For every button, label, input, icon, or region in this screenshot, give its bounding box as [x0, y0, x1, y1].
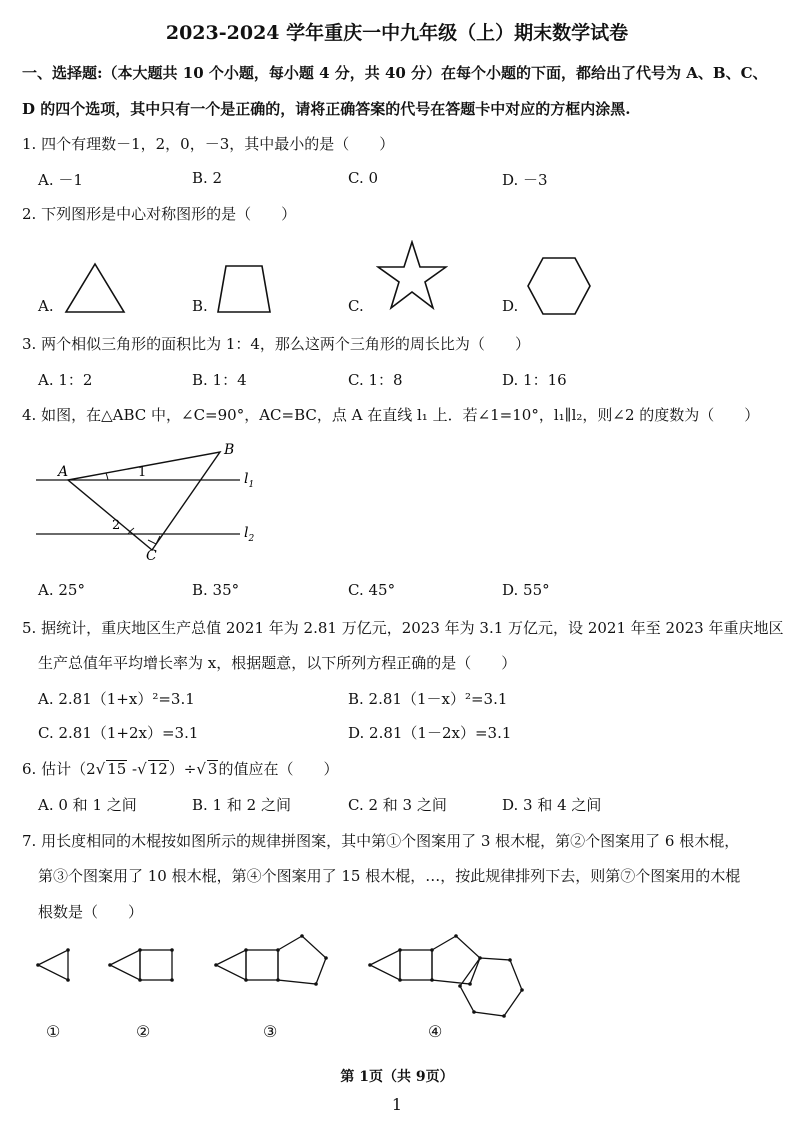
q1-stem: 1. 四个有理数－1，2，0，－3，其中最小的是（ ）: [22, 135, 395, 153]
q2-option-d: D.: [502, 297, 519, 315]
point-c-label: C: [146, 548, 157, 564]
line-l2-label: $l_2$: [244, 525, 255, 544]
q5-option-b: B. 2.81（1－x）²=3.1: [348, 690, 508, 708]
section1-line2: D 的四个选项，其中只有一个是正确的，请将正确答案的代号在答题卡中对应的方框内涂黑.: [22, 100, 631, 118]
q3-option-d: D. 1：16: [502, 371, 567, 389]
section1-line1: 一、选择题:（本大题共 10 个小题，每小题 4 分，共 40 分）在每个小题的下面，都给出了代号为 A、B、C、: [22, 64, 768, 82]
q2-option-c: C.: [348, 297, 364, 315]
star-shape: [376, 240, 448, 312]
q1-option-b: B. 2: [192, 169, 223, 187]
q3-option-a: A. 1：2: [38, 371, 93, 389]
q6-option-c: C. 2 和 3 之间: [348, 796, 447, 814]
page-footer: 第 1页（共 9页）: [340, 1069, 454, 1085]
q5-option-d: D. 2.81（1－2x）=3.1: [348, 724, 512, 742]
page-number: 1: [391, 1095, 403, 1114]
q2-option-a: A.: [38, 297, 54, 315]
exam-title: 2023-2024 学年重庆一中九年级（上）期末数学试卷: [165, 22, 629, 44]
q6-option-d: D. 3 和 4 之间: [502, 796, 602, 814]
q1-option-a: A. －1: [38, 171, 83, 189]
triangle-shape: [64, 262, 126, 314]
point-b-label: B: [224, 442, 235, 458]
q2-stem: 2. 下列图形是中心对称图形的是（ ）: [22, 205, 297, 223]
pattern-caption-1: ①: [46, 1022, 61, 1041]
q1-option-d: D. －3: [502, 171, 548, 189]
q5-stem-line2: 生产总值年平均增长率为 x，根据题意，以下所列方程正确的是（ ）: [38, 654, 517, 672]
pattern-caption-3: ③: [263, 1022, 278, 1041]
radicand-3: 3: [207, 760, 218, 778]
q3-option-b: B. 1：4: [192, 371, 247, 389]
q4-geometry-figure: [30, 436, 270, 566]
angle-1-label: 1: [138, 465, 147, 480]
q2-option-b: B.: [192, 297, 208, 315]
pattern-caption-2: ②: [136, 1022, 151, 1041]
sqrt-symbol: √: [137, 760, 147, 778]
sqrt-symbol: √: [95, 760, 106, 778]
q3-stem: 3. 两个相似三角形的面积比为 1：4，那么这两个三角形的周长比为（ ）: [22, 335, 530, 353]
q3-option-c: C. 1：8: [348, 371, 403, 389]
q4-option-a: A. 25°: [38, 581, 85, 599]
point-a-label: A: [58, 464, 69, 480]
hexagon-shape: [526, 256, 592, 316]
q4-option-b: B. 35°: [192, 581, 240, 599]
angle-2-label: 2: [112, 518, 121, 533]
q4-option-c: C. 45°: [348, 581, 396, 599]
line-l1-label: $l_1$: [244, 471, 255, 490]
q5-stem-line1: 5. 据统计，重庆地区生产总值 2021 年为 2.81 万亿元，2023 年为 3.1 万亿元，设 2021 年至 2023 年重庆地区: [22, 619, 784, 637]
q1-option-c: C. 0: [348, 169, 379, 187]
q6-option-a: A. 0 和 1 之间: [38, 796, 137, 814]
q4-stem: 4. 如图，在△ABC 中，∠C=90°，AC=BC，点 A 在直线 l₁ 上．若∠1=10°，l₁∥l₂，则∠2 的度数为（ ）: [22, 406, 760, 424]
q5-option-c: C. 2.81（1+2x）=3.1: [38, 724, 199, 742]
q7-stick-patterns: [0, 920, 560, 1030]
sqrt-symbol: √: [196, 760, 206, 778]
q7-stem-line1: 7. 用长度相同的木棍按如图所示的规律拼图案，其中第①个图案用了 3 根木棍，第②个图案用了 6 根木棍，: [22, 832, 740, 850]
radicand-12: 12: [148, 760, 168, 778]
q4-option-d: D. 55°: [502, 581, 550, 599]
q6-stem: 6. 估计（2√ 15 -√ 12）÷√ 3的值应在（ ）: [22, 760, 339, 778]
q6-option-b: B. 1 和 2 之间: [192, 796, 291, 814]
q7-stem-line2: 第③个图案用了 10 根木棍，第④个图案用了 15 根木棍，…，按此规律排列下去，则第⑦个图案用的木棍: [38, 867, 741, 885]
pattern-caption-4: ④: [428, 1022, 443, 1041]
q5-option-a: A. 2.81（1+x）²=3.1: [38, 690, 195, 708]
q7-stem-line3: 根数是（ ）: [38, 903, 144, 921]
radicand-15: 15: [107, 760, 127, 778]
trapezoid-shape: [216, 264, 272, 314]
